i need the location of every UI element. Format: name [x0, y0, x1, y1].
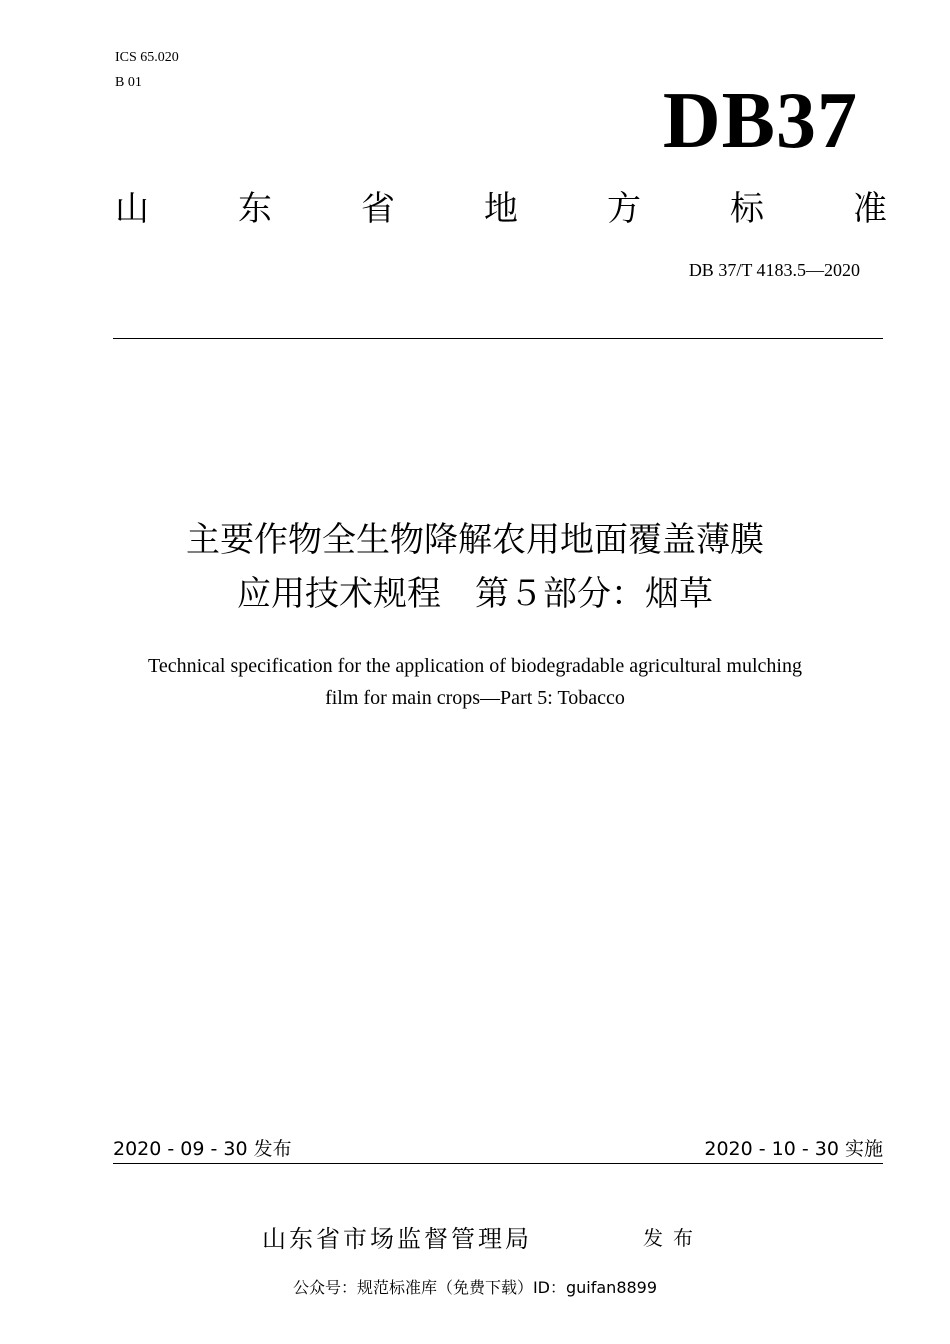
implementation-date: 2020 - 10 - 30 实施 [704, 1138, 883, 1160]
issued-by-label: 发布 [643, 1226, 703, 1250]
standard-type-char: 地 [484, 189, 518, 229]
footer-note: 公众号：规范标准库（免费下载）ID：guifan8899 [292, 1278, 658, 1297]
standard-type-char: 准 [853, 189, 887, 229]
ccs-code: B 01 [115, 75, 142, 90]
date-row [113, 1136, 883, 1162]
issuing-authority: 山东省市场监督管理局 [262, 1225, 532, 1253]
top-divider [113, 338, 883, 339]
bottom-divider [113, 1163, 883, 1164]
standard-type-char: 省 [361, 189, 395, 229]
db37-logo: DB37 [662, 77, 858, 165]
standard-type-char: 山 [115, 189, 149, 229]
ics-code: ICS 65.020 [115, 50, 179, 65]
standard-type-char: 方 [607, 189, 641, 229]
title-chinese-line-1: 主要作物全生物降解农用地面覆盖薄膜 [186, 520, 764, 560]
standard-type-char: 东 [238, 189, 272, 229]
standard-number: DB 37/T 4183.5—2020 [688, 260, 860, 280]
title-english-line-2: film for main crops—Part 5: Tobacco [325, 687, 625, 709]
standard-type-char: 标 [730, 189, 764, 229]
standard-type-heading [115, 187, 887, 231]
title-chinese-line-2: 应用技术规程 第５部分：烟草 [237, 574, 713, 614]
title-english-line-1: Technical specification for the application of biodegradable agricultural mulching [148, 655, 802, 677]
issue-date: 2020 - 09 - 30 发布 [113, 1138, 292, 1160]
